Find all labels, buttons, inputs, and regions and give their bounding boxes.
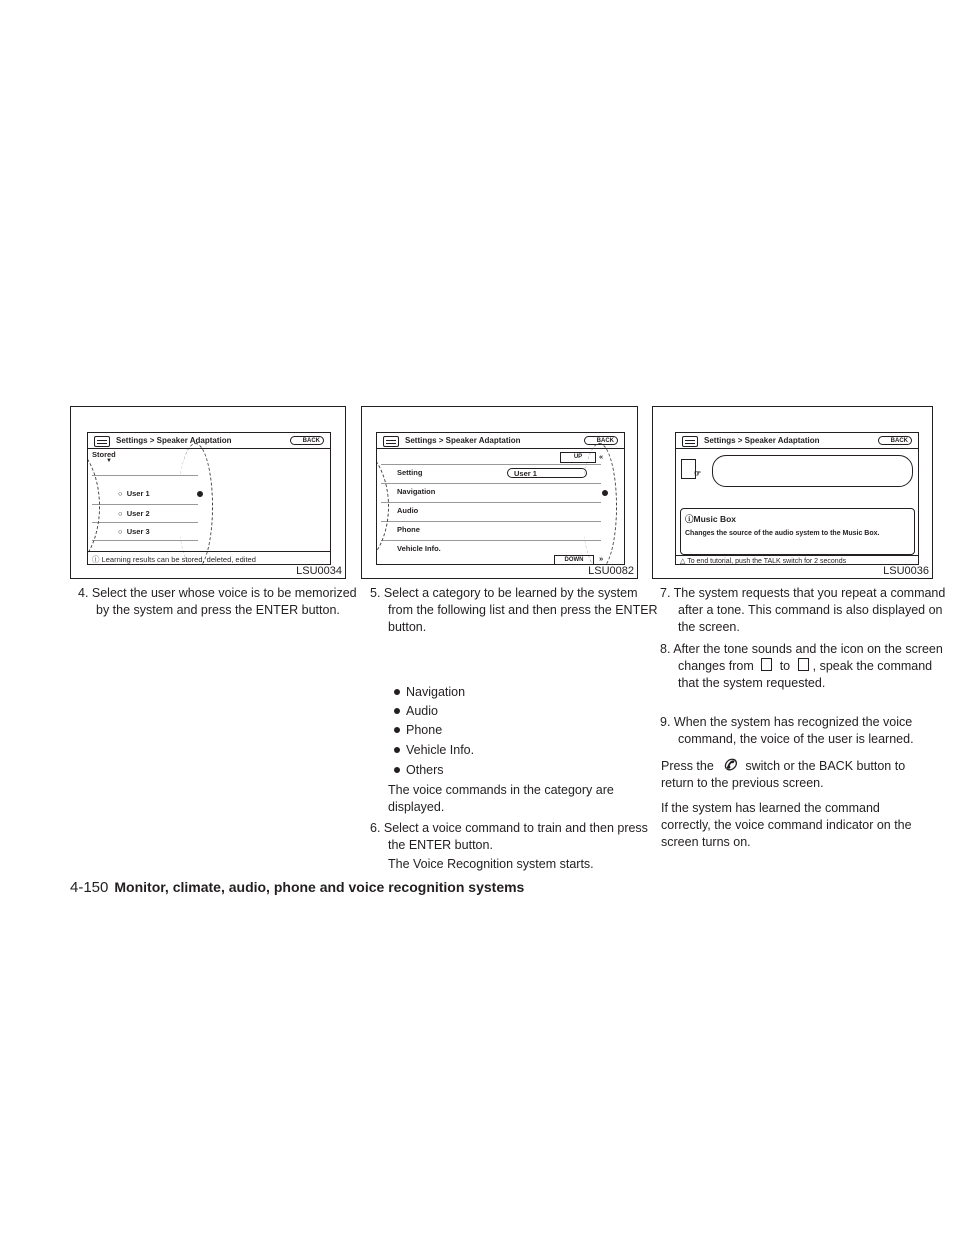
bullet-navigation: Navigation bbox=[394, 684, 465, 701]
scroll-up-icon: « bbox=[599, 452, 604, 461]
hint-text: ⓘ Learning results can be stored, deleted, edited bbox=[92, 555, 256, 564]
list-item-audio[interactable]: Audio bbox=[397, 506, 419, 515]
screen-title: Settings > Speaker Adaptation bbox=[116, 436, 232, 445]
step-7: 7. The system requests that you repeat a command after a tone. This command is also displayed on the screen. bbox=[660, 586, 946, 634]
info-box bbox=[680, 508, 915, 555]
list-item-user-3[interactable]: ○ User 3 bbox=[118, 527, 150, 536]
list-item-user-2[interactable]: ○ User 2 bbox=[118, 509, 150, 518]
scroll-indicator bbox=[197, 491, 203, 497]
scroll-down-button[interactable]: DOWN bbox=[554, 555, 594, 565]
voice-command-display bbox=[712, 455, 913, 487]
list-header-stored: Stored bbox=[92, 450, 116, 459]
mic-active-icon bbox=[798, 658, 809, 671]
step-6-note: The Voice Recognition system starts. bbox=[388, 857, 594, 871]
speaking-icon: ☞ bbox=[694, 469, 702, 478]
list-followup: The voice commands in the category are displayed. bbox=[388, 783, 614, 814]
screen-speaker-adaptation-users bbox=[87, 432, 331, 565]
bullet-others: Others bbox=[394, 762, 444, 779]
figure-lsu0034 bbox=[70, 406, 346, 579]
screen-speaker-adaptation-tutorial bbox=[675, 432, 919, 565]
page-footer bbox=[70, 879, 524, 896]
dial-arc-right bbox=[178, 443, 213, 565]
bullet-audio: Audio bbox=[394, 703, 438, 720]
scroll-up-button[interactable]: UP bbox=[560, 452, 596, 463]
figure-code: LSU0082 bbox=[588, 565, 634, 577]
step-5: 5. Select a category to be learned by the system from the following list and then press the ENTER button. bbox=[370, 586, 658, 634]
page-number: 4-150 bbox=[70, 879, 109, 896]
step-8: 8. After the tone sounds and the icon on the screen changes from to , speak the command that the system requested. bbox=[660, 642, 943, 690]
bullet-vehicle-info: Vehicle Info. bbox=[394, 742, 474, 759]
settings-menu-icon bbox=[94, 436, 110, 447]
list-item-setting[interactable]: Setting bbox=[397, 468, 423, 477]
mic-idle-icon bbox=[761, 658, 772, 671]
figure-code: LSU0036 bbox=[883, 565, 929, 577]
step-4: 4. Select the user whose voice is to be memorized by the system and press the ENTER button. bbox=[78, 586, 357, 617]
scroll-indicator bbox=[602, 490, 608, 496]
figure-lsu0036 bbox=[652, 406, 933, 579]
screen-speaker-adaptation-categories bbox=[376, 432, 625, 565]
user-field: User 1 bbox=[507, 468, 587, 478]
info-title: ⓘMusic Box bbox=[685, 514, 737, 524]
screen-title: Settings > Speaker Adaptation bbox=[704, 436, 820, 445]
section-title: Monitor, climate, audio, phone and voice recognition systems bbox=[114, 879, 525, 895]
list-item-phone[interactable]: Phone bbox=[397, 525, 420, 534]
info-text: Changes the source of the audio system to the Music Box. bbox=[685, 530, 880, 537]
back-button[interactable]: BACK bbox=[290, 436, 324, 445]
bullet-phone: Phone bbox=[394, 722, 442, 739]
step-6: 6. Select a voice command to train and then press the ENTER button. bbox=[370, 821, 648, 852]
list-item-user-1[interactable]: ○ User 1 bbox=[118, 489, 150, 498]
screen-title: Settings > Speaker Adaptation bbox=[405, 436, 521, 445]
step-9: 9. When the system has recognized the voice command, the voice of the user is learned. bbox=[660, 715, 914, 746]
back-button[interactable]: BACK bbox=[878, 436, 912, 445]
dial-arc-right bbox=[582, 443, 617, 565]
talk-switch-icon: ✆ bbox=[723, 757, 736, 774]
press-instruction: Press the ✆ switch or the BACK button to return to the previous screen. bbox=[661, 757, 906, 790]
dial-arc-left bbox=[376, 443, 389, 565]
back-button[interactable]: BACK bbox=[584, 436, 618, 445]
figure-code: LSU0034 bbox=[296, 565, 342, 577]
settings-menu-icon bbox=[383, 436, 399, 447]
dropdown-arrow-icon: ▼ bbox=[106, 458, 112, 464]
figure-lsu0082 bbox=[361, 406, 638, 579]
scroll-down-icon: » bbox=[599, 554, 604, 563]
list-item-vehicle-info[interactable]: Vehicle Info. bbox=[397, 544, 441, 553]
hint-text: △ To end tutorial, push the TALK switch for 2 seconds bbox=[680, 558, 847, 565]
list-item-navigation[interactable]: Navigation bbox=[397, 487, 436, 496]
settings-menu-icon bbox=[682, 436, 698, 447]
dial-arc-left bbox=[87, 443, 100, 565]
final-paragraph: If the system has learned the command correctly, the voice command indicator on the screen turns on. bbox=[661, 801, 912, 849]
